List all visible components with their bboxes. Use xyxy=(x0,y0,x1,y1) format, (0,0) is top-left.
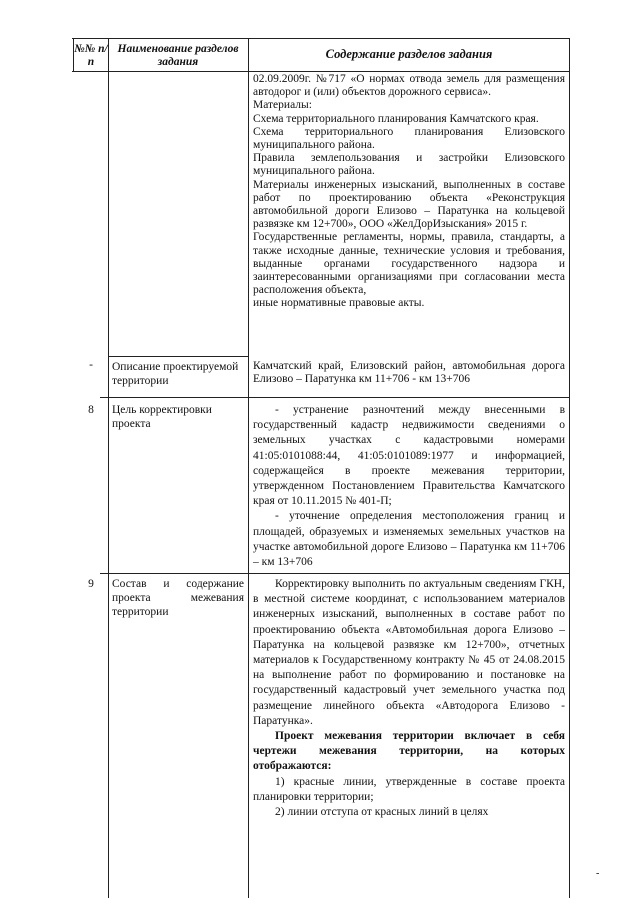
row8-p2: - уточнение определения местоположения границ и площадей, образуемых и изменяемых земельных участков на участке автомобильной дороге Елизово – Паратунка км 11+706 – км 13+706 xyxy=(253,510,565,569)
cont-p2: Материалы: xyxy=(253,99,312,112)
row9-content xyxy=(253,577,565,820)
cont-p1: 02.09.2009г. №717 «О нормах отвода земель для размещения автодорог и (или) объектов дорожного сервиса». xyxy=(253,73,565,99)
margin-mark: - xyxy=(596,868,600,879)
row8-content xyxy=(253,403,565,570)
row9-p1: Корректировку выполнить по актуальным сведениям ГКН, в местной системе координат, с использованием материалов инженерных изысканий, выполненных в составе работ по проектированию объекта «Автомобильная дорога Елизово – Паратунка на кольцевой развязке км 12+700», отчетных материалов к Государственному контракту № 45 от 24.08.2015 на выполнение работ по формированию и постановке на государственный кадастровый учет земельного участка под размещение линейного объекта «Автодорога Елизово - Паратунка». xyxy=(253,578,565,727)
cont-p6: Материалы инженерных изысканий, выполненных в составе работ по проектированию объекта «Реконструкция автомобильной дороги Елизово – Паратунка на кольцевой развязке км 12+700», ООО «ЖелДорИзыскания» 2015 г. xyxy=(253,178,565,231)
row7-content xyxy=(253,360,565,386)
row9-p2: Проект межевания территории включает в себя чертежи межевания территории, на которых отображаются: xyxy=(253,730,565,773)
row9-top-border xyxy=(100,573,570,574)
row7-name: Описание проектируемой территории xyxy=(112,361,239,387)
row9-p3: 1) красные линии, утвержденные в составе проекта планировки территории; xyxy=(253,775,565,803)
cont-p7: Государственные регламенты, нормы, правила, стандарты, а также исходные данные, технические условия и требования, выданные органами государственного надзора и заинтересованными организациями при согласовании места расположения объекта, xyxy=(253,231,565,297)
header-col-content: Содержание разделов задания xyxy=(325,47,493,61)
row8-number: 8 xyxy=(88,404,94,416)
header-col-num: №№ п/п xyxy=(74,43,108,68)
column-divider-1 xyxy=(108,38,109,898)
row8-p1: - устранение разночтений между внесенными в государственный кадастр недвижимости сведениями о земельных участках с кадастровыми номерами 41:05:0101088:44, 41:05:0101089:1977 и информацией, содержащейся в проекте межевания территории, утвержденном Постановлением Правительства Камчатского края от 10.11.2015 № 401-П; xyxy=(253,404,565,508)
row7-text: Камчатский край, Елизовский район, автомобильная дорога Елизово – Паратунка км 11+706 - км 13+706 xyxy=(253,360,565,386)
column-divider-2 xyxy=(248,38,249,898)
row9-p4: 2) линии отступа от красных линий в целях xyxy=(275,806,489,819)
continuation-content xyxy=(253,73,565,311)
row7-top-border xyxy=(108,356,248,357)
cont-p8: иные нормативные правовые акты. xyxy=(253,297,425,310)
row9-name: Состав и содержание проекта межевания территории xyxy=(112,578,244,618)
header-col-name: Наименование разделов задания xyxy=(117,43,239,68)
row9-number: 9 xyxy=(88,578,94,590)
row7-number: - xyxy=(89,359,93,371)
table-right-border xyxy=(569,38,570,898)
row8-name: Цель корректировки проекта xyxy=(112,404,212,430)
header-bottom-border xyxy=(72,71,570,72)
cont-p4: Схема территориального планирования Елизовского муниципального района. xyxy=(253,125,565,152)
cont-p5: Правила землепользования и застройки Елизовского муниципального района. xyxy=(253,152,565,178)
table-top-border xyxy=(72,38,570,39)
row8-top-border xyxy=(100,397,570,398)
cont-p3: Схема территориального планирования Камчатского края. xyxy=(253,112,539,125)
